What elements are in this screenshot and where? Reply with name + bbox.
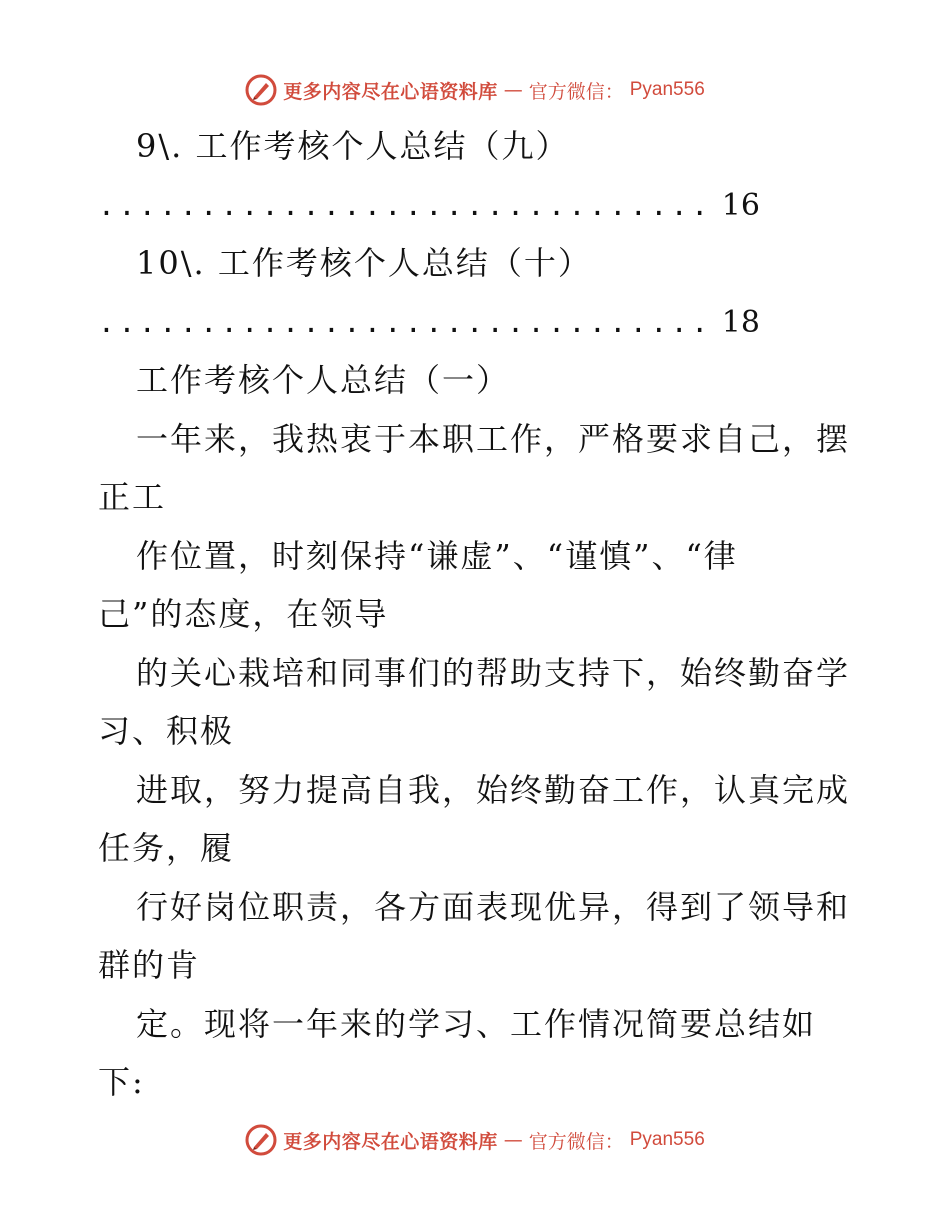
body-line: 定。现将一年来的学习、工作情况简要总结如	[136, 1005, 817, 1043]
toc-dots: ..............................	[98, 306, 712, 339]
banner-wechat-label: 官方微信：	[528, 80, 624, 103]
toc-entry-title: 10\. 工作考核个人总结（十）	[136, 244, 592, 282]
banner-separator: —	[503, 1129, 523, 1151]
body-line: 行好岗位职责，各方面表现优异，得到了领导和	[136, 888, 851, 926]
body-line: 下:	[98, 1063, 145, 1101]
section-heading: 工作考核个人总结（一）	[136, 361, 511, 399]
pen-logo-icon	[245, 1124, 277, 1156]
banner-title: 更多内容尽在心语资料库	[283, 80, 498, 103]
footer-banner	[0, 1120, 950, 1160]
toc-dots: ..............................	[98, 189, 712, 222]
banner-separator: —	[503, 79, 523, 101]
pen-logo-icon	[245, 74, 277, 106]
toc-entry-title: 9\. 工作考核个人总结（九）	[136, 127, 570, 165]
body-line: 正工	[98, 478, 167, 516]
banner-wechat-label: 官方微信：	[528, 1130, 624, 1153]
toc-entry-leader	[98, 301, 950, 343]
body-line: 的关心栽培和同事们的帮助支持下，始终勤奋学	[136, 654, 851, 692]
toc-page-number: 16	[721, 188, 760, 223]
banner-wechat-id: Pyan556	[629, 79, 705, 100]
body-line: 作位置，时刻保持“谦虚”、“谨慎”、“律	[136, 537, 738, 575]
body-line: 一年来，我热衷于本职工作，严格要求自己，摆	[136, 420, 851, 458]
banner-title: 更多内容尽在心语资料库	[283, 1130, 498, 1153]
body-line: 任务，履	[98, 829, 235, 867]
body-line: 进取，努力提高自我，始终勤奋工作，认真完成	[136, 771, 851, 809]
body-line: 群的肯	[98, 946, 201, 984]
header-banner	[0, 70, 950, 110]
banner-wechat-id: Pyan556	[629, 1129, 705, 1150]
body-line: 己”的态度，在领导	[98, 595, 389, 633]
toc-page-number: 18	[721, 305, 760, 340]
body-line: 习、积极	[98, 712, 235, 750]
toc-entry-leader	[98, 184, 950, 226]
